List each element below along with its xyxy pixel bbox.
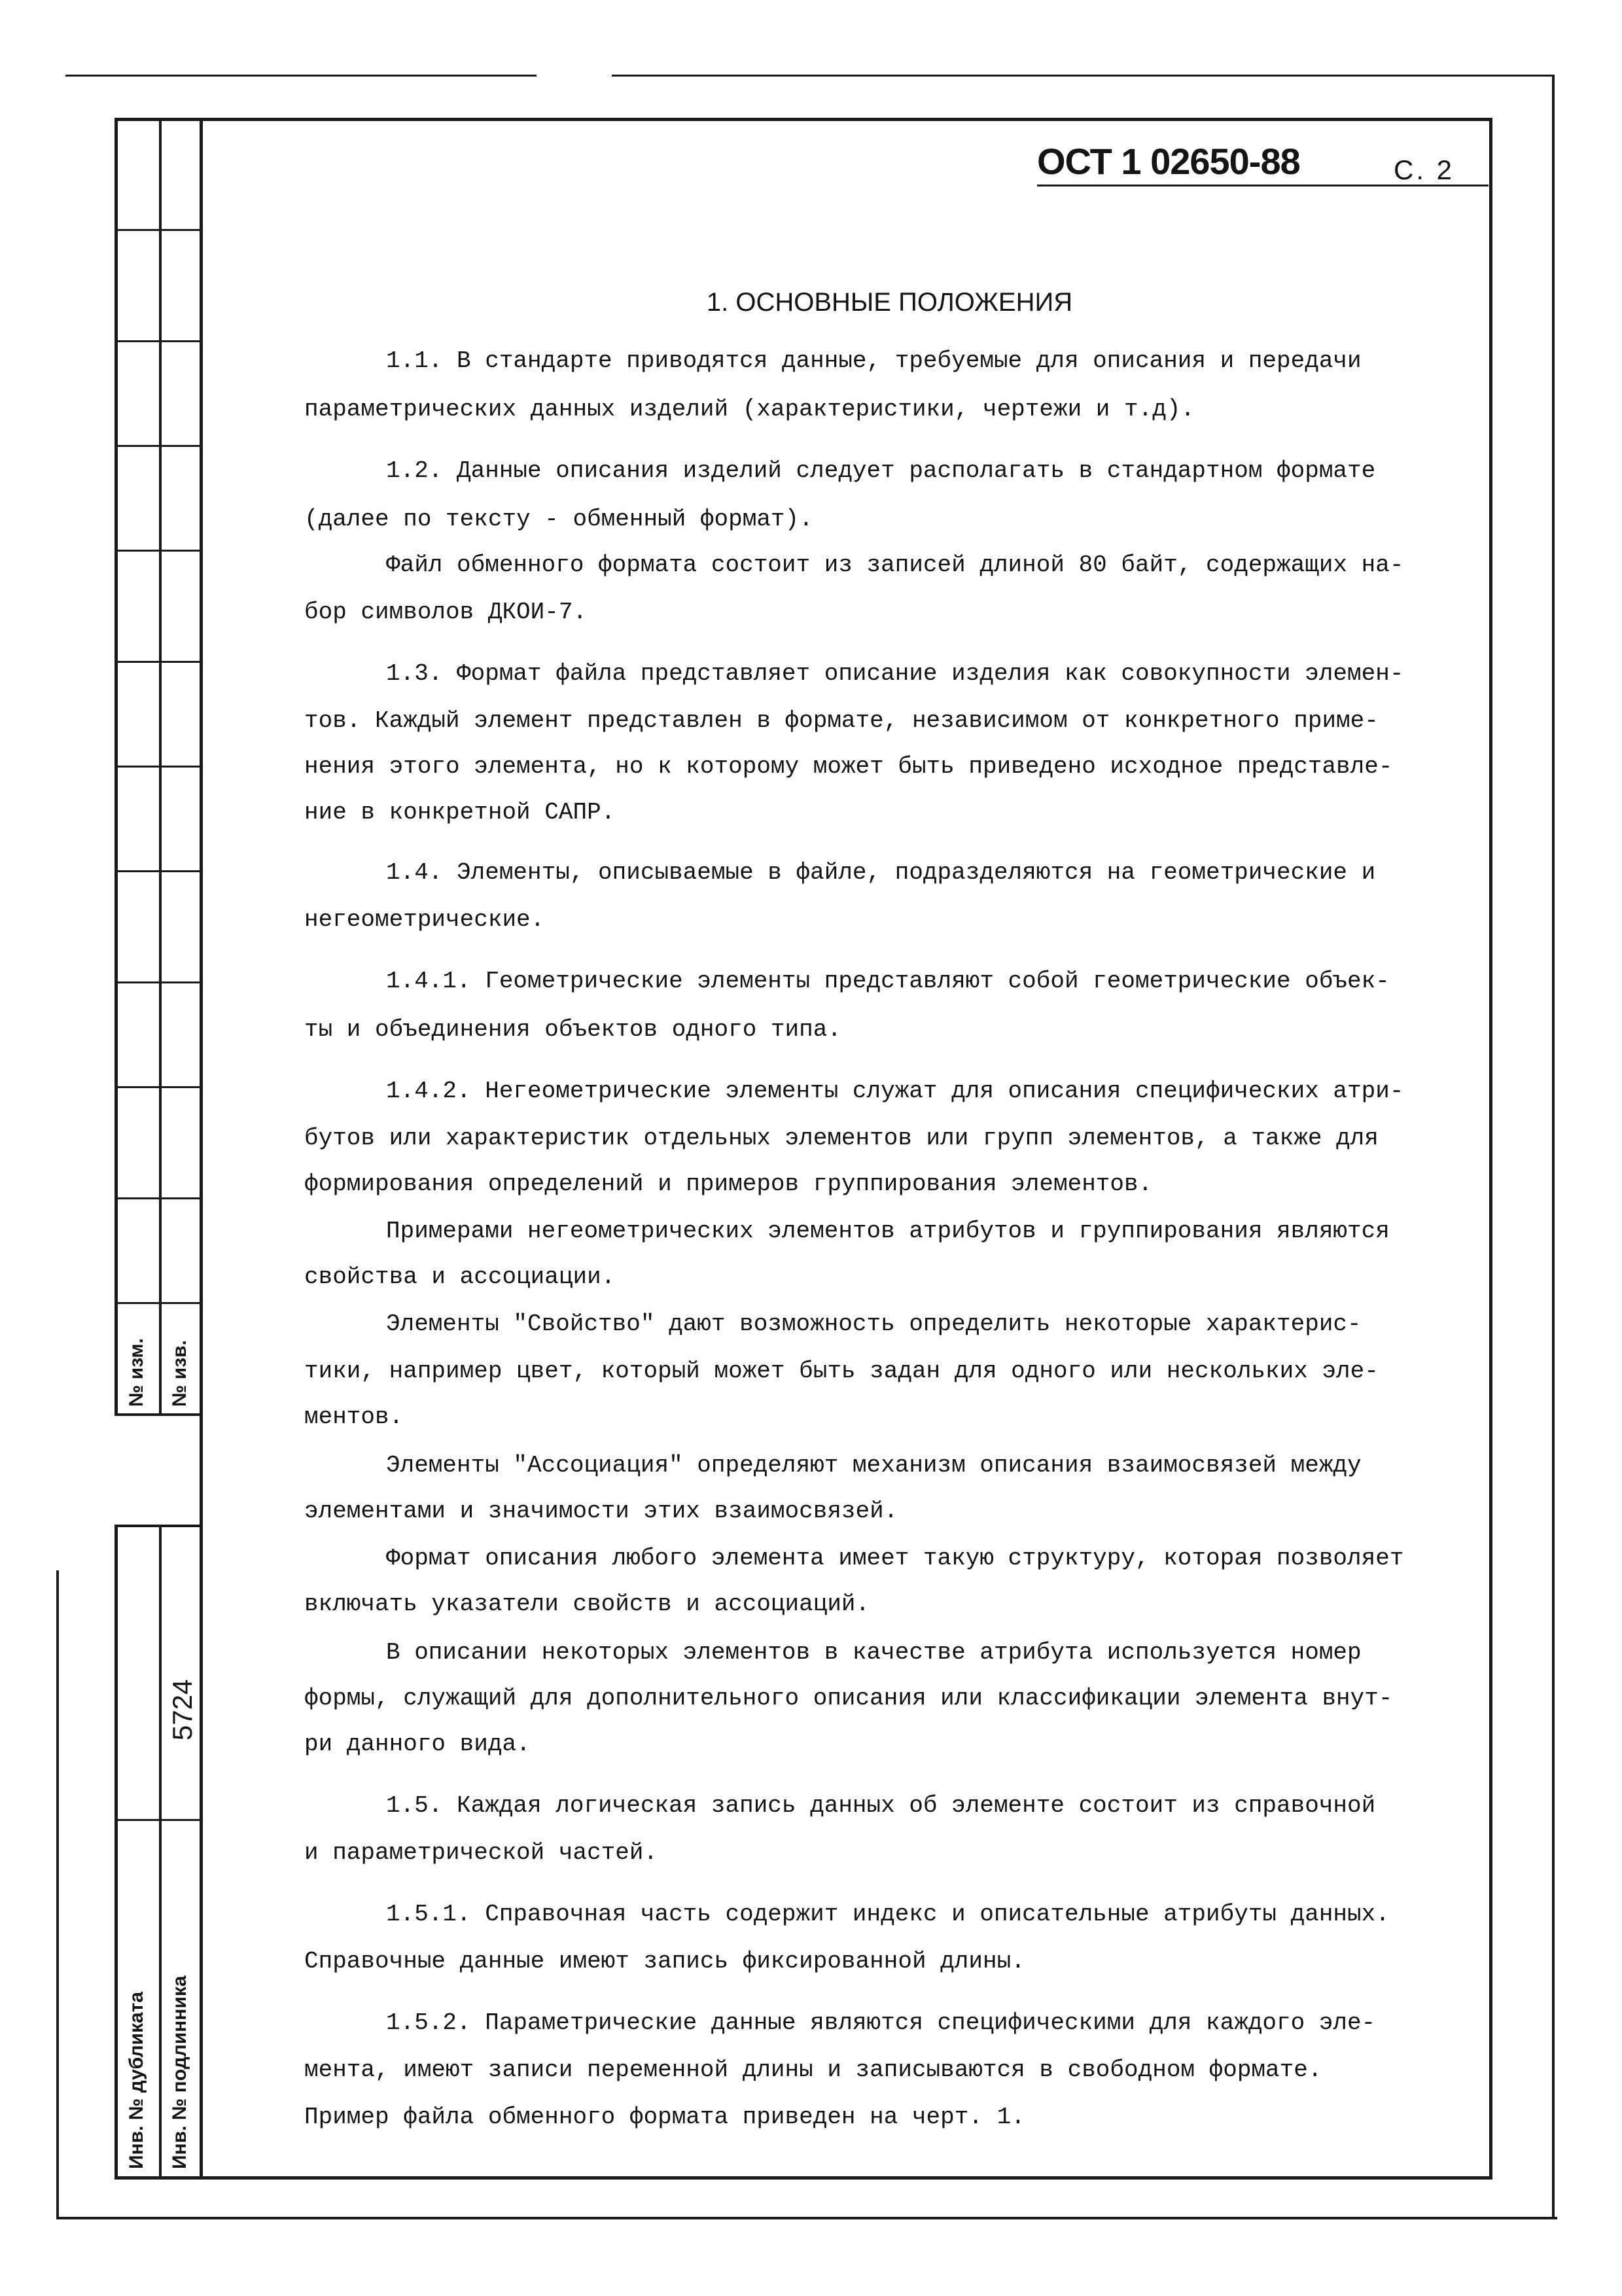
- stamp-row-divider: [115, 1525, 203, 1527]
- text-line: Формат описания любого элемента имеет такую структуру, которая позволяет: [386, 1545, 1404, 1572]
- text-line: 1.5.1. Справочная часть содержит индекс и описательные атрибуты данных.: [386, 1901, 1390, 1928]
- text-line: тов. Каждый элемент представлен в формате, независимом от конкретного приме-: [304, 707, 1379, 734]
- text-line: мента, имеют записи переменной длины и записываются в свободном формате.: [304, 2057, 1322, 2083]
- text-line: Файл обменного формата состоит из записей длиной 80 байт, содержащих на-: [386, 552, 1404, 578]
- stamp-row-divider: [115, 1197, 203, 1199]
- stamp-row-divider: [115, 1413, 203, 1416]
- stamp-notice-no: № изв.: [169, 1340, 190, 1407]
- text-line: формирования определений и примеров группирования элементов.: [304, 1171, 1153, 1197]
- document-code: ОСТ 1 02650-88: [1037, 141, 1300, 182]
- text-line: и параметрической частей.: [304, 1839, 658, 1866]
- stamp-row-divider: [115, 340, 203, 342]
- top-rule-right: [612, 75, 1554, 77]
- stamp-original-inv: Инв. № подлинника: [169, 1975, 190, 2169]
- stamp-row-divider: [115, 229, 203, 231]
- text-line: 1.4.1. Геометрические элементы представляют собой геометрические объек-: [386, 968, 1390, 995]
- text-line: Элементы "Свойство" дают возможность определить некоторые характерис-: [386, 1311, 1362, 1337]
- stamp-col-divider-2: [200, 118, 203, 2179]
- stamp-row-divider: [115, 870, 203, 872]
- frame-left-lower: [115, 1525, 118, 2179]
- text-line: включать указатели свойств и ассоциаций.: [304, 1591, 870, 1617]
- text-line: бор символов ДКОИ-7.: [304, 599, 588, 626]
- outer-bottom-rule: [56, 2217, 1557, 2219]
- text-line: 1.1. В стандарте приводятся данные, требуемые для описания и передачи: [386, 347, 1362, 374]
- text-line: тики, например цвет, который может быть задан для одного или нескольких эле-: [304, 1358, 1379, 1385]
- text-line: Пример файла обменного формата приведен на черт. 1.: [304, 2104, 1025, 2130]
- text-line: ты и объединения объектов одного типа.: [304, 1016, 841, 1043]
- text-line: 1.2. Данные описания изделий следует располагать в стандартном формате: [386, 457, 1376, 484]
- stamp-row-divider: [115, 1819, 203, 1821]
- text-line: В описании некоторых элементов в качестве атрибута используется номер: [386, 1639, 1362, 1666]
- text-line: (далее по тексту - обменный формат).: [304, 506, 813, 533]
- stamp-change-no: № изм.: [126, 1338, 147, 1407]
- stamp-row-divider: [115, 1302, 203, 1304]
- outer-right-rule: [1552, 75, 1555, 2219]
- stamp-row-divider: [115, 445, 203, 447]
- text-line: бутов или характеристик отдельных элементов или групп элементов, а также для: [304, 1125, 1379, 1152]
- frame-top: [115, 118, 1492, 121]
- stamp-row-divider: [115, 661, 203, 663]
- text-line: нения этого элемента, но к которому может быть приведено исходное представле-: [304, 753, 1393, 780]
- stamp-row-divider: [115, 1086, 203, 1088]
- text-line: 1.4.2. Негеометрические элементы служат для описания специфических атри-: [386, 1078, 1404, 1104]
- text-line: ри данного вида.: [304, 1731, 531, 1757]
- text-line: Элементы "Ассоциация" определяют механизм описания взаимосвязей между: [386, 1452, 1362, 1479]
- frame-right: [1489, 118, 1492, 2179]
- text-line: 1.5.2. Параметрические данные являются специфическими для каждого эле-: [386, 2009, 1376, 2036]
- text-line: 1.4. Элементы, описываемые в файле, подразделяются на геометрические и: [386, 859, 1376, 886]
- text-line: 1.3. Формат файла представляет описание изделия как совокупности элемен-: [386, 660, 1404, 687]
- section-title: 1. ОСНОВНЫЕ ПОЛОЖЕНИЯ: [706, 288, 1073, 317]
- stamp-row-divider: [115, 550, 203, 552]
- text-line: формы, служащий для дополнительного описания или классификации элемента внут-: [304, 1685, 1393, 1712]
- page-number: С. 2: [1394, 154, 1455, 185]
- stamp-duplicate-inv: Инв. № дубликата: [126, 1991, 147, 2169]
- text-line: параметрических данных изделий (характеристики, чертежи и т.д).: [304, 396, 1195, 423]
- text-line: Справочные данные имеют запись фиксированной длины.: [304, 1948, 1025, 1975]
- top-rule-left: [65, 75, 537, 77]
- stamp-col-divider-1-lower: [159, 1525, 162, 2179]
- text-line: Примерами негеометрических элементов атрибутов и группирования являются: [386, 1218, 1390, 1245]
- stamp-row-divider: [115, 766, 203, 768]
- stamp-original-inv-value: 5724: [167, 1679, 198, 1740]
- frame-bottom: [115, 2176, 1492, 2180]
- stamp-row-divider: [115, 981, 203, 983]
- text-line: 1.5. Каждая логическая запись данных об элементе состоит из справочной: [386, 1792, 1376, 1819]
- text-line: свойства и ассоциации.: [304, 1263, 616, 1290]
- text-line: элементами и значимости этих взаимосвязей.: [304, 1498, 898, 1525]
- text-line: негеометрические.: [304, 906, 545, 933]
- outer-left-rule: [56, 1570, 59, 2218]
- text-line: ментов.: [304, 1404, 404, 1430]
- text-line: ние в конкретной САПР.: [304, 799, 616, 826]
